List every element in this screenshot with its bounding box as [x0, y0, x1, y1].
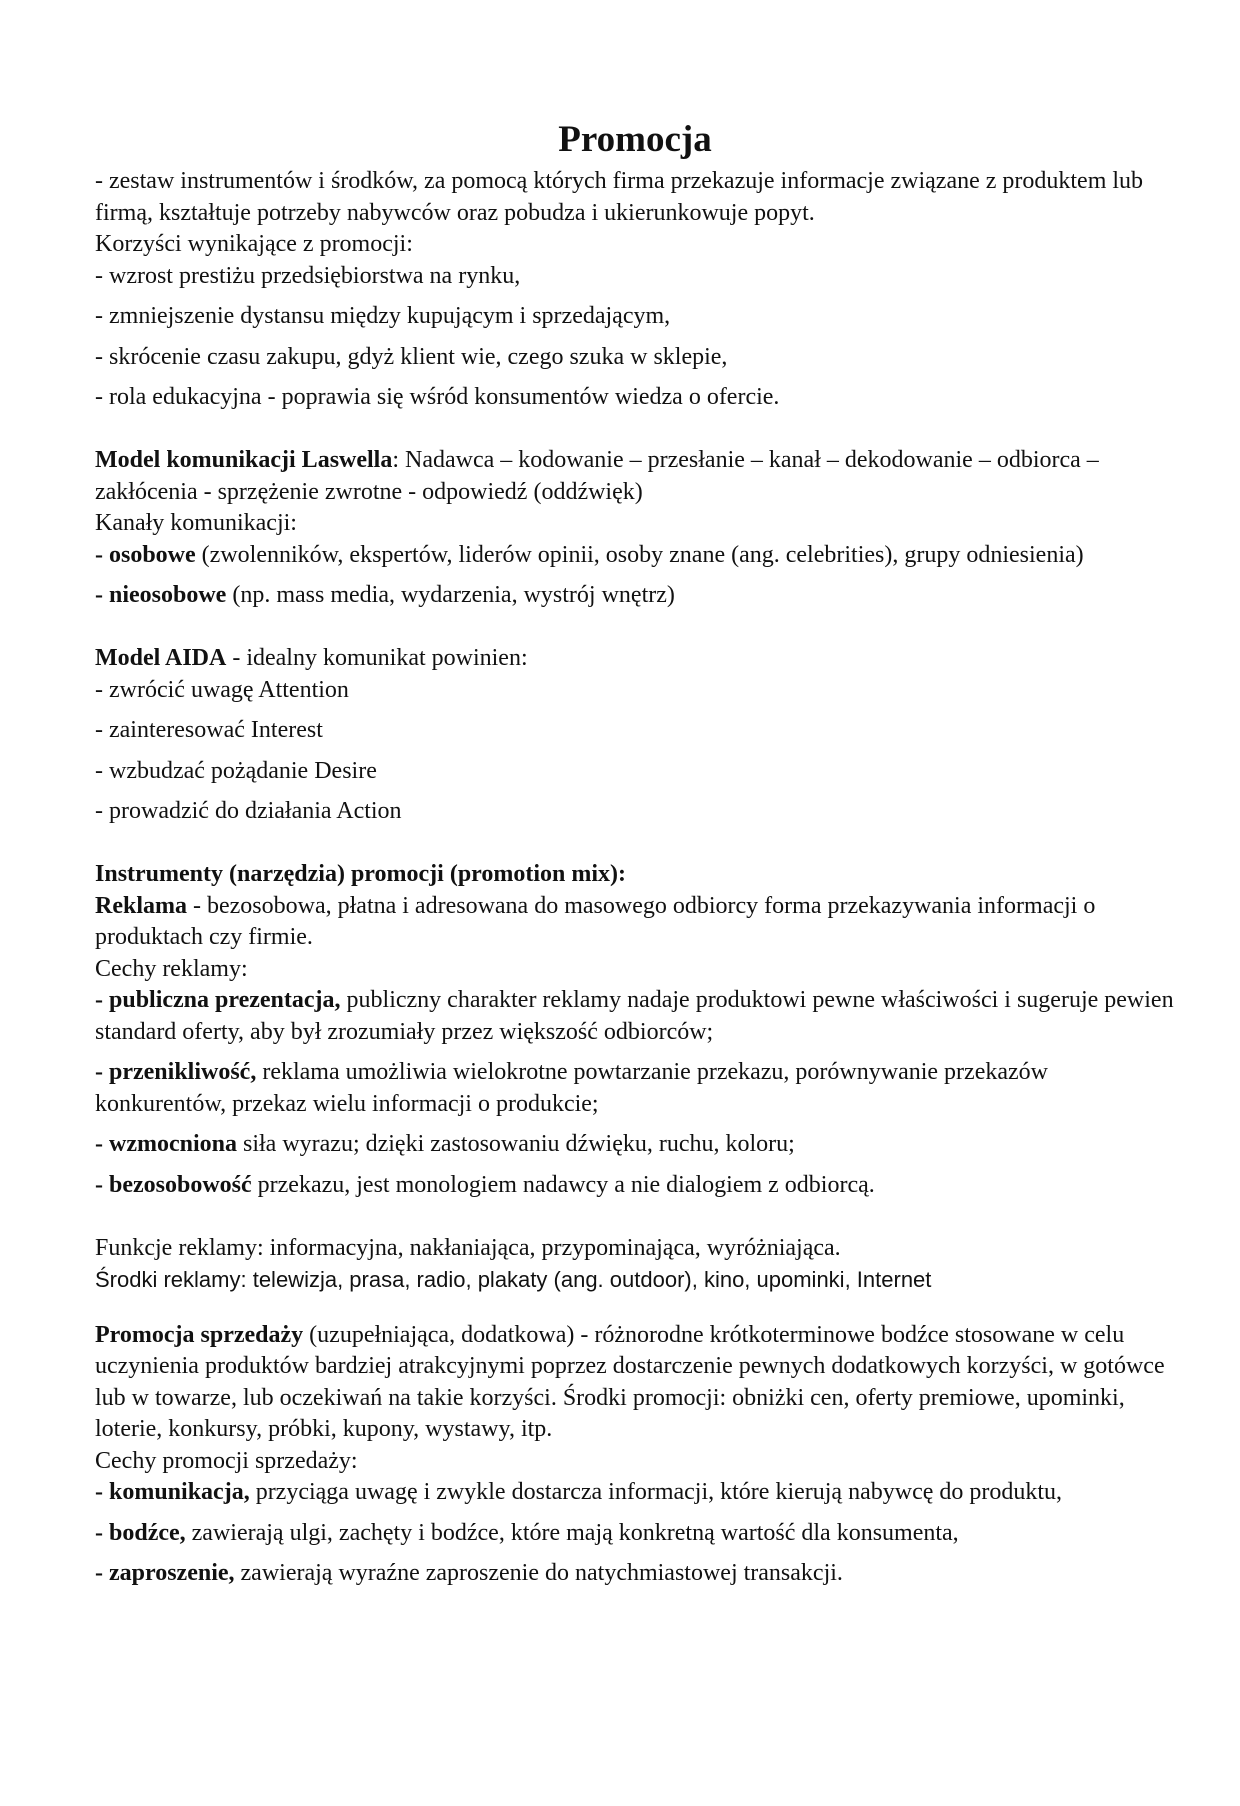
document-page — [95, 118, 1175, 1590]
document-title: Promocja — [558, 119, 712, 160]
sales-promotion-feature — [95, 1558, 1175, 1590]
benefit-item — [95, 261, 1175, 293]
sales-promotion-feature-line — [95, 1477, 1175, 1509]
channel-line — [95, 580, 1175, 612]
sales-promotion-feature — [95, 1518, 1175, 1550]
sales-promotion-features-heading: Cechy promocji sprzedaży: — [95, 1447, 358, 1474]
aida-step-text: - zainteresować Interest — [95, 717, 323, 743]
aida-description: - idealny komunikat powinien: — [226, 645, 528, 671]
aida-step-text: - zwrócić uwagę Attention — [95, 676, 349, 703]
communication-model-term: Model komunikacji Laswella — [95, 447, 393, 473]
channel-line — [95, 540, 1175, 572]
aida-section — [95, 643, 1175, 828]
advertising-feature — [95, 1170, 1175, 1202]
sales-promotion-feature-term: - bodźce, — [95, 1519, 186, 1546]
benefit-text: - zmniejszenie dystansu między kupującym i sprzedającym, — [95, 303, 671, 329]
instruments-section — [95, 859, 1175, 1201]
sales-promotion-feature — [95, 1477, 1175, 1509]
benefit-text: - rola edukacyjna - poprawia się wśród konsumentów wiedza o ofercie. — [95, 384, 780, 410]
advertising-definition — [95, 891, 1175, 954]
aida-step — [95, 756, 1175, 788]
communication-model-line: zakłócenia - sprzężenie zwrotne - odpowiedź (oddźwięk) — [95, 478, 643, 505]
definition-line: firmą, kształtuje potrzeby nabywców oraz pobudza i ukierunkowuje popyt. — [95, 199, 815, 226]
channel-item — [95, 540, 1175, 572]
advertising-feature-term: - wzmocniona — [95, 1131, 237, 1157]
advertising-feature-line — [95, 1170, 1175, 1202]
sales-promotion-feature-line — [95, 1518, 1175, 1550]
advertising-definition-line — [95, 891, 1175, 923]
aida-step-text: - wzbudzać pożądanie Desire — [95, 757, 377, 784]
aida-step — [95, 715, 1175, 747]
sales-promotion-feature-text: przyciąga uwagę i zwykle dostarcza informacji, które kierują nabywcę do produktu, — [249, 1479, 1063, 1505]
benefit-text: - skrócenie czasu zakupu, gdyż klient wie, czego szuka w sklepie, — [95, 343, 728, 370]
communication-model-description: : Nadawca – kodowanie – przesłanie – kanał – dekodowanie – odbiorca – — [392, 447, 1099, 473]
advertising-feature-text: przekazu, jest monologiem nadawcy a nie dialogiem z odbiorcą. — [251, 1171, 875, 1198]
advertising-feature-text: siła wyrazu; dzięki zastosowaniu dźwięku, ruchu, koloru; — [236, 1131, 795, 1157]
sales-promotion-line: loterie, konkursy, próbki, kupony, wystawy, itp. — [95, 1416, 553, 1442]
advertising-feature-text: publiczny charakter reklamy nadaje produktowi pewne właściwości i sugeruje pewien — [340, 987, 1174, 1013]
benefit-item — [95, 301, 1175, 333]
sales-promotion-feature-term: - zaproszenie, — [95, 1560, 235, 1586]
advertising-feature-line — [95, 1129, 1175, 1161]
sales-promotion-feature-text: zawierają ulgi, zachęty i bodźce, które mają konkretną wartość dla konsumenta, — [185, 1519, 959, 1546]
channel-item — [95, 580, 1175, 612]
advertising-feature-line — [95, 985, 1175, 1017]
benefit-text: - wzrost prestiżu przedsiębiorstwa na rynku, — [95, 262, 521, 289]
channel-term: - nieosobowe — [95, 582, 227, 608]
instruments-heading: Instrumenty (narzędzia) promocji (promotion mix): — [95, 861, 627, 887]
advertising-definition-text: - bezosobowa, płatna i adresowana do masowego odbiorcy forma przekazywania informacji o — [187, 892, 1096, 919]
benefit-item — [95, 382, 1175, 414]
advertising-features-heading: Cechy reklamy: — [95, 955, 248, 982]
advertising-feature-line: standard oferty, aby był zrozumiały przez większość odbiorców; — [95, 1018, 714, 1045]
channels-heading: Kanały komunikacji: — [95, 510, 297, 536]
advertising-term: Reklama — [95, 892, 187, 919]
channel-description: (zwolenników, ekspertów, liderów opinii, osoby znane (ang. celebrities), grupy odniesienia) — [195, 541, 1084, 568]
advertising-feature-line: konkurentów, przekaz wielu informacji o produkcie; — [95, 1090, 599, 1117]
advertising-feature-term: - bezosobowość — [95, 1171, 252, 1198]
benefits-heading: Korzyści wynikające z promocji: — [95, 231, 413, 257]
communication-model-line — [95, 445, 1175, 477]
advertising-feature-term: - przenikliwość, — [95, 1059, 257, 1085]
benefit-item — [95, 342, 1175, 374]
sales-promotion-feature-line — [95, 1558, 1175, 1590]
definition-line: - zestaw instrumentów i środków, za pomocą których firma przekazuje informacje związane z produktem lub — [95, 168, 1144, 194]
aida-step — [95, 675, 1175, 707]
advertising-feature-text: reklama umożliwia wielokrotne powtarzanie przekazu, porównywanie przekazów — [256, 1059, 1048, 1085]
promotion-intro-section — [95, 166, 1175, 414]
advertising-functions-section — [95, 1233, 1175, 1296]
aida-term: Model AIDA — [95, 645, 227, 671]
advertising-media: Środki reklamy: telewizja, prasa, radio, plakaty (ang. outdoor), kino, upominki, Internet — [95, 1267, 932, 1292]
sales-promotion-line — [95, 1320, 1175, 1352]
advertising-feature — [95, 985, 1175, 1048]
sales-promotion-line: uczynienia produktów bardziej atrakcyjnymi poprzez dostarczenie pewnych dodatkowych korzyści, w gotówce — [95, 1353, 1165, 1379]
sales-promotion-feature-term: - komunikacja, — [95, 1479, 250, 1505]
sales-promotion-section — [95, 1320, 1175, 1590]
advertising-feature — [95, 1057, 1175, 1120]
aida-step-text: - prowadzić do działania Action — [95, 798, 402, 824]
communication-model-section — [95, 445, 1175, 612]
aida-step — [95, 796, 1175, 828]
advertising-functions: Funkcje reklamy: informacyjna, nakłaniająca, przypominająca, wyróżniająca. — [95, 1234, 841, 1261]
advertising-definition-line: produktach czy firmie. — [95, 924, 313, 950]
advertising-feature — [95, 1129, 1175, 1161]
sales-promotion-line: lub w towarze, lub oczekiwań na takie korzyści. Środki promocji: obniżki cen, oferty premiowe, upominki, — [95, 1384, 1125, 1411]
sales-promotion-feature-text: zawierają wyraźne zaproszenie do natychmiastowej transakcji. — [234, 1560, 843, 1586]
sales-promotion-text: (uzupełniająca, dodatkowa) - różnorodne krótkoterminowe bodźce stosowane w celu — [303, 1321, 1125, 1348]
aida-heading-line — [95, 643, 1175, 675]
promotion-definition — [95, 166, 1175, 229]
channel-description: (np. mass media, wydarzenia, wystrój wnętrz) — [226, 582, 675, 608]
advertising-feature-term: - publiczna prezentacja, — [95, 987, 341, 1013]
channel-term: - osobowe — [95, 541, 196, 568]
sales-promotion-definition — [95, 1320, 1175, 1446]
advertising-feature-line — [95, 1057, 1175, 1089]
sales-promotion-term: Promocja sprzedaży — [95, 1321, 304, 1348]
